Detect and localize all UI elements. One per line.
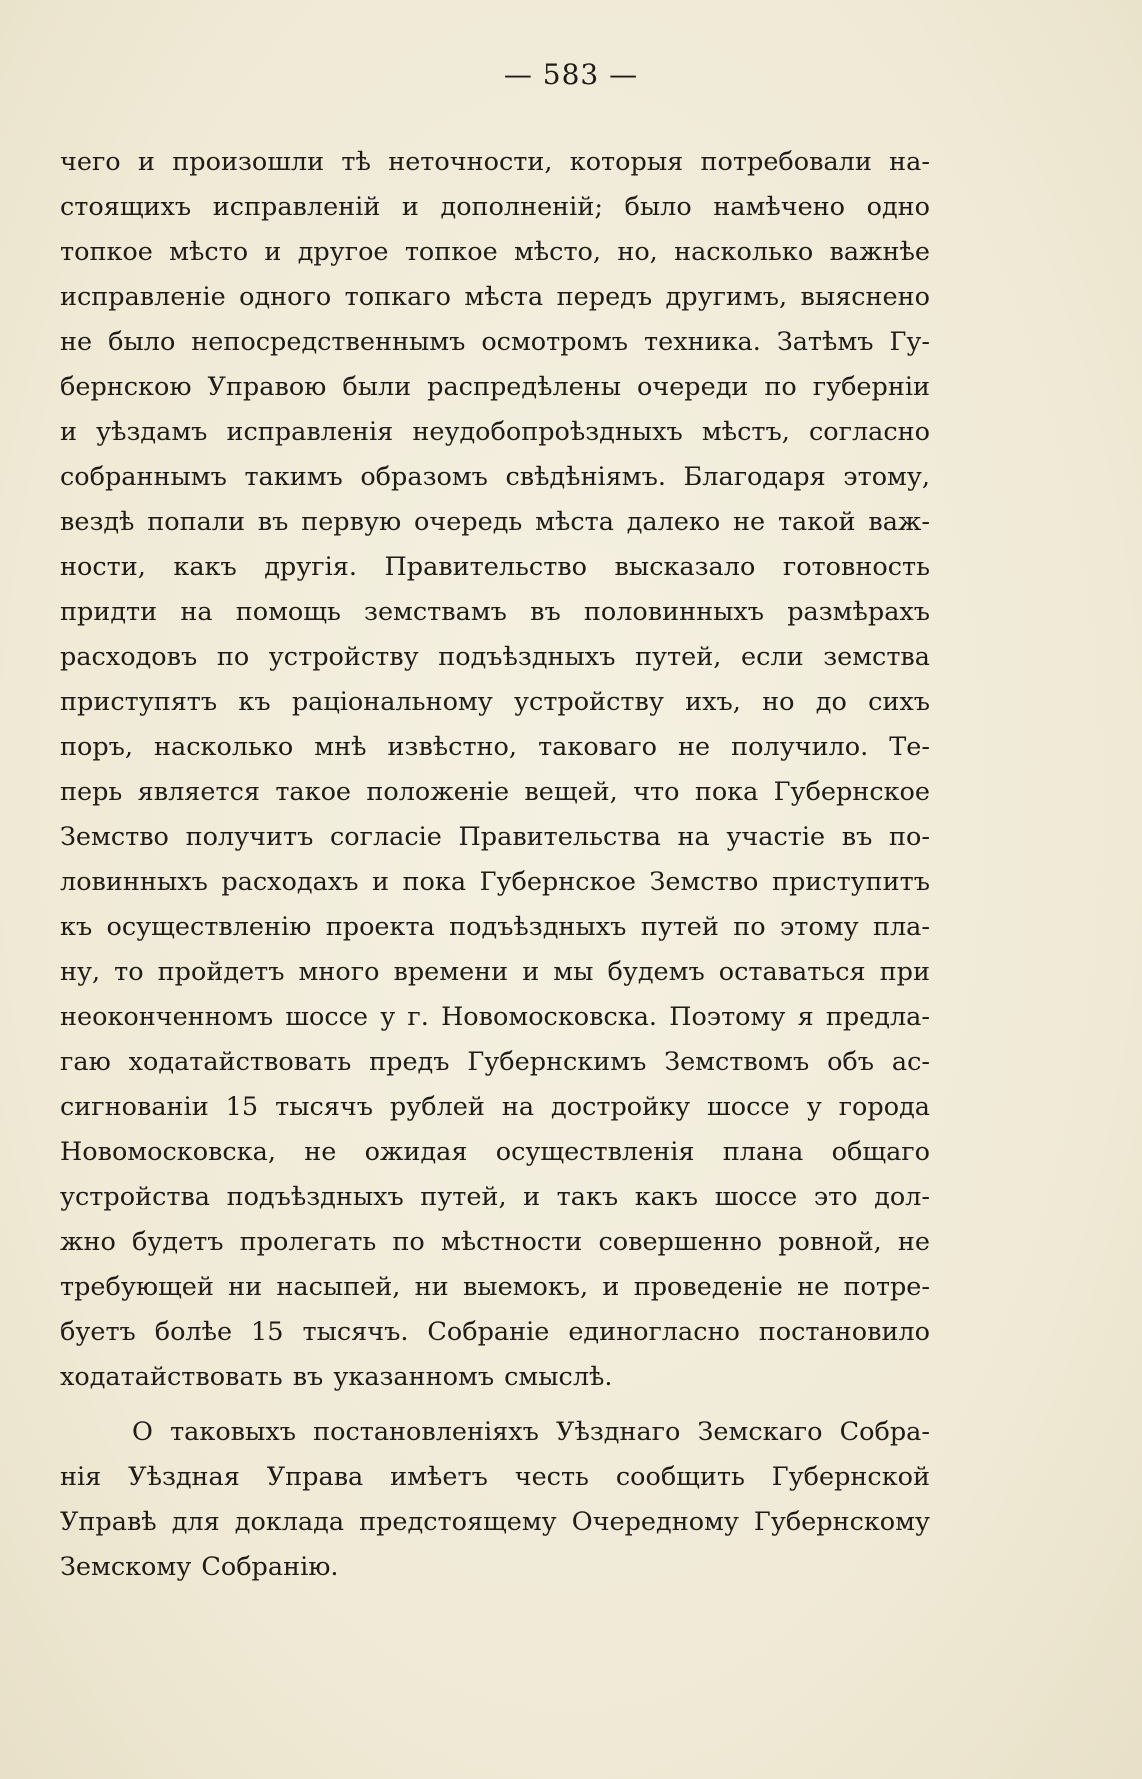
text-line: ности, какъ другія. Правительство высказало готовность bbox=[60, 552, 930, 582]
text-line: устройства подъѣздныхъ путей, и такъ какъ шоссе это дол- bbox=[60, 1182, 930, 1212]
text-line: требующей ни насыпей, ни выемокъ, и проведеніе не потре- bbox=[60, 1272, 930, 1302]
text-line: Земство получитъ согласіе Правительства на участіе въ по- bbox=[60, 822, 930, 852]
text-line: топкое мѣсто и другое топкое мѣсто, но, насколько важнѣе bbox=[60, 237, 930, 267]
text-line: стоящихъ исправленій и дополненій; было намѣчено одно bbox=[60, 192, 930, 222]
text-line: неоконченномъ шоссе у г. Новомосковска. Поэтому я предла- bbox=[60, 1002, 930, 1032]
text-line: къ осуществленію проекта подъѣздныхъ путей по этому пла- bbox=[60, 912, 930, 942]
text-line: собраннымъ такимъ образомъ свѣдѣніямъ. Благодаря этому, bbox=[60, 462, 930, 492]
text-line: не было непосредственнымъ осмотромъ техника. Затѣмъ Гу- bbox=[60, 327, 930, 357]
text-line: нія Уѣздная Управа имѣетъ честь сообщить Губернской bbox=[60, 1462, 930, 1492]
text-line: сигнованіи 15 тысячъ рублей на достройку шоссе у города bbox=[60, 1092, 930, 1122]
paragraph-1 bbox=[60, 140, 930, 1400]
text-line: ну, то пройдетъ много времени и мы будемъ оставаться при bbox=[60, 957, 930, 987]
text-line: Новомосковска, не ожидая осуществленія плана общаго bbox=[60, 1137, 930, 1167]
text-line: ловинныхъ расходахъ и пока Губернское Земство приступитъ bbox=[60, 867, 930, 897]
text-line: приступятъ къ раціональному устройству ихъ, но до сихъ bbox=[60, 687, 930, 717]
text-line: буетъ болѣе 15 тысячъ. Собраніе единогласно постановило bbox=[60, 1317, 930, 1347]
text-line: перь является такое положеніе вещей, что пока Губернское bbox=[60, 777, 930, 807]
text-line: придти на помощь земствамъ въ половинныхъ размѣрахъ bbox=[60, 597, 930, 627]
text-line: расходовъ по устройству подъѣздныхъ путей, если земства bbox=[60, 642, 930, 672]
text-line: О таковыхъ постановленіяхъ Уѣзднаго Земскаго Собра- bbox=[132, 1417, 930, 1447]
text-line: ходатайствовать въ указанномъ смыслѣ. bbox=[60, 1362, 613, 1392]
text-line: и уѣздамъ исправленія неудобопроѣздныхъ мѣстъ, согласно bbox=[60, 417, 930, 447]
text-line: бернскою Управою были распредѣлены очереди по губерніи bbox=[60, 372, 930, 402]
text-line: гаю ходатайствовать предъ Губернскимъ Земствомъ объ ас- bbox=[60, 1047, 930, 1077]
text-line: жно будетъ пролегать по мѣстности совершенно ровной, не bbox=[60, 1227, 930, 1257]
page-number: — 583 — bbox=[503, 58, 639, 91]
body-text bbox=[60, 140, 930, 1590]
text-line: поръ, насколько мнѣ извѣстно, таковаго не получило. Те- bbox=[60, 732, 930, 762]
text-line: чего и произошли тѣ неточности, которыя потребовали на- bbox=[60, 147, 930, 177]
text-line: вездѣ попали въ первую очередь мѣста далеко не такой важ- bbox=[60, 507, 930, 537]
paragraph-2 bbox=[60, 1410, 930, 1590]
text-line: Земскому Собранію. bbox=[60, 1552, 339, 1582]
text-line: исправленіе одного топкаго мѣста передъ другимъ, выяснено bbox=[60, 282, 930, 312]
text-line: Управѣ для доклада предстоящему Очередному Губернскому bbox=[60, 1507, 930, 1537]
